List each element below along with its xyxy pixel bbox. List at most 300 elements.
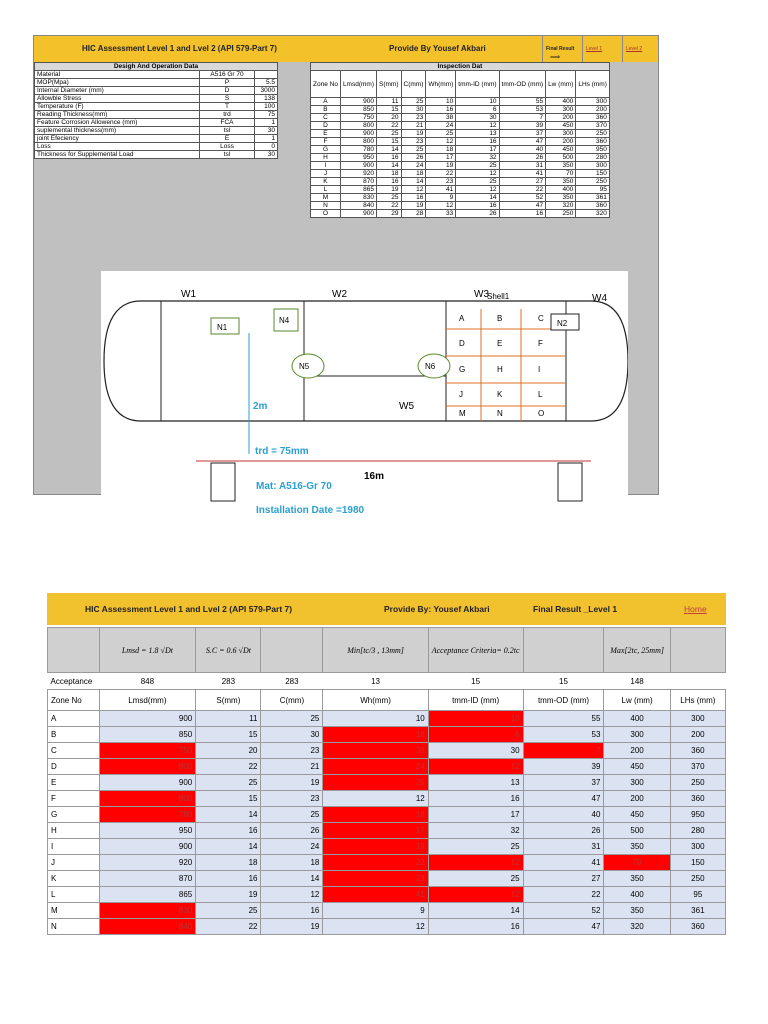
- w2-label: W2: [332, 289, 347, 300]
- acceptance-value: [670, 673, 725, 690]
- inspection-cell: 14: [377, 162, 402, 170]
- final-cell: 250: [670, 775, 725, 791]
- final-col-header: LHs (mm): [670, 690, 725, 711]
- final-cell: 24: [323, 759, 428, 775]
- final-cell: 12: [323, 791, 428, 807]
- design-symbol: T: [200, 103, 255, 111]
- final-cell: 830: [99, 903, 196, 919]
- inspection-cell: 25: [456, 178, 499, 186]
- final-cell: 38: [323, 743, 428, 759]
- final-cell: 27: [523, 871, 604, 887]
- design-row: [35, 151, 278, 159]
- zone-cell: A: [48, 711, 100, 727]
- final-cell: 20: [196, 743, 261, 759]
- design-value: 30: [255, 151, 278, 159]
- final-cell: 26: [261, 823, 323, 839]
- final-cell: 400: [604, 887, 670, 903]
- design-row: [35, 79, 278, 87]
- final-col-header: tmm-ID (mm): [428, 690, 523, 711]
- inspection-cell: 26: [401, 154, 426, 162]
- inspection-cell: 865: [340, 186, 376, 194]
- final-row: [48, 919, 726, 935]
- design-label: Feature Corrosion Allowence (mm): [35, 119, 200, 127]
- design-label: Allowble Stress: [35, 95, 200, 103]
- zone-cell: G: [48, 807, 100, 823]
- inspection-cell: 16: [499, 210, 546, 218]
- inspection-cell: 25: [426, 130, 456, 138]
- final-cell: 95: [670, 887, 725, 903]
- zone-label: J: [459, 390, 463, 399]
- inspection-cell: 24: [401, 162, 426, 170]
- inspection-cell: 10: [456, 98, 499, 106]
- final-cell: 14: [261, 871, 323, 887]
- final-cell: 300: [604, 775, 670, 791]
- final-cell: 41: [323, 887, 428, 903]
- inspection-cell: 14: [401, 178, 426, 186]
- design-symbol: S: [200, 95, 255, 103]
- inspection-cell: 850: [340, 106, 376, 114]
- final-cell: 900: [99, 711, 196, 727]
- inspection-cell: 25: [401, 146, 426, 154]
- zone-cell: I: [48, 839, 100, 855]
- inspection-header: Inspection Dat: [311, 63, 610, 71]
- level1-link[interactable]: Level 1: [586, 46, 603, 52]
- final-cell: 12: [428, 759, 523, 775]
- final-row: [48, 807, 726, 823]
- inspection-row: [311, 210, 610, 218]
- design-data-table: [34, 62, 278, 159]
- level2-link[interactable]: Level 2: [626, 46, 643, 52]
- final-cell: 865: [99, 887, 196, 903]
- inspection-cell: 300: [546, 130, 576, 138]
- zone-label: H: [497, 365, 503, 374]
- final-cell: 300: [670, 839, 725, 855]
- inspection-cell: D: [311, 122, 341, 130]
- inspection-cell: 320: [546, 202, 576, 210]
- final-cell: 25: [196, 903, 261, 919]
- zone-label: B: [497, 314, 503, 323]
- final-cell: 900: [99, 775, 196, 791]
- inspection-cell: 900: [340, 98, 376, 106]
- inspection-cell: 10: [426, 98, 456, 106]
- inspection-cell: 27: [499, 178, 546, 186]
- inspection-cell: E: [311, 130, 341, 138]
- final-col-header: C(mm): [261, 690, 323, 711]
- design-row: [35, 143, 278, 151]
- inspection-col-header: Wh(mm): [426, 71, 456, 98]
- design-label: Temperature (F): [35, 103, 200, 111]
- final-cell: 16: [196, 871, 261, 887]
- inspection-cell: 12: [401, 186, 426, 194]
- inspection-cell: 41: [426, 186, 456, 194]
- zone-cell: K: [48, 871, 100, 887]
- design-symbol: tsl: [200, 151, 255, 159]
- formula-cell: S.C = 0.6 √Dt: [196, 628, 261, 673]
- design-value: 3000: [255, 87, 278, 95]
- inspection-cell: 12: [456, 170, 499, 178]
- inspection-cell: 24: [426, 122, 456, 130]
- design-label: Material: [35, 71, 200, 79]
- inspection-row: [311, 114, 610, 122]
- inspection-cell: 41: [499, 170, 546, 178]
- inspection-cell: 12: [426, 202, 456, 210]
- inspection-cell: 28: [401, 210, 426, 218]
- final-cell: 16: [261, 903, 323, 919]
- inspection-cell: F: [311, 138, 341, 146]
- inspection-row: [311, 162, 610, 170]
- final-cell: 25: [323, 775, 428, 791]
- design-value: 75: [255, 111, 278, 119]
- design-row: [35, 71, 278, 79]
- inspection-cell: 14: [377, 146, 402, 154]
- acceptance-value: 848: [99, 673, 196, 690]
- final-result-label: Final Result: [546, 46, 575, 52]
- inspection-cell: 18: [401, 170, 426, 178]
- home-link[interactable]: Home: [684, 604, 707, 614]
- inspection-cell: 20: [377, 114, 402, 122]
- inspection-col-header: C(mm): [401, 71, 426, 98]
- final-row: [48, 759, 726, 775]
- inspection-cell: 450: [546, 122, 576, 130]
- sheet1-provider: Provide By Yousef Akbari: [389, 44, 486, 53]
- final-cell: 11: [196, 711, 261, 727]
- sheet2-panel: [47, 593, 726, 1024]
- zone-cell: H: [48, 823, 100, 839]
- final-cell: 31: [523, 839, 604, 855]
- final-row: [48, 839, 726, 855]
- design-symbol: E: [200, 135, 255, 143]
- support-right: [558, 463, 582, 501]
- inspection-cell: 360: [576, 114, 610, 122]
- inspection-cell: I: [311, 162, 341, 170]
- final-cell: 500: [604, 823, 670, 839]
- zone-cell: E: [48, 775, 100, 791]
- inspection-cell: 26: [456, 210, 499, 218]
- inspection-row: [311, 130, 610, 138]
- final-cell: 14: [196, 807, 261, 823]
- inspection-cell: 39: [499, 122, 546, 130]
- zone-label: G: [459, 365, 466, 374]
- final-cell: 16: [428, 791, 523, 807]
- final-cell: 950: [670, 807, 725, 823]
- inspection-cell: 16: [401, 194, 426, 202]
- final-cell: 39: [523, 759, 604, 775]
- inspection-cell: 400: [546, 98, 576, 106]
- inspection-cell: 16: [426, 106, 456, 114]
- final-cell: 70: [604, 855, 670, 871]
- inspection-cell: 25: [456, 162, 499, 170]
- final-row: [48, 855, 726, 871]
- inspection-cell: 12: [456, 186, 499, 194]
- final-col-header: Wh(mm): [323, 690, 428, 711]
- final-cell: 52: [523, 903, 604, 919]
- inspection-cell: 55: [499, 98, 546, 106]
- inspection-cell: 18: [426, 146, 456, 154]
- final-cell: 370: [670, 759, 725, 775]
- final-cell: 22: [523, 887, 604, 903]
- inspection-cell: 350: [546, 194, 576, 202]
- zone-cell: L: [48, 887, 100, 903]
- inspection-cell: 900: [340, 130, 376, 138]
- inspection-cell: 70: [546, 170, 576, 178]
- design-row: [35, 127, 278, 135]
- final-cell: 780: [99, 807, 196, 823]
- inspection-cell: 300: [546, 106, 576, 114]
- design-symbol: trd: [200, 111, 255, 119]
- inspection-cell: L: [311, 186, 341, 194]
- inspection-cell: 29: [377, 210, 402, 218]
- final-col-header: tmm-OD (mm): [523, 690, 604, 711]
- inspection-cell: 800: [340, 138, 376, 146]
- design-value: 100: [255, 103, 278, 111]
- final-cell: 200: [604, 743, 670, 759]
- inspection-row: [311, 186, 610, 194]
- inspection-cell: 31: [499, 162, 546, 170]
- zone-label: I: [538, 365, 541, 374]
- final-cell: 47: [523, 791, 604, 807]
- formula-cell: Lmsd = 1.8 √Dt: [99, 628, 196, 673]
- inspection-row: [311, 154, 610, 162]
- inspection-cell: 950: [340, 154, 376, 162]
- inspection-cell: 900: [340, 162, 376, 170]
- design-label: suplemental thickness(mm): [35, 127, 200, 135]
- n6-label: N6: [425, 362, 436, 371]
- inspection-cell: 450: [546, 146, 576, 154]
- final-cell: 47: [523, 919, 604, 935]
- w4-label: W4: [592, 293, 607, 304]
- inspection-cell: 300: [576, 98, 610, 106]
- final-cell: 9: [323, 903, 428, 919]
- inspection-cell: 53: [499, 106, 546, 114]
- final-cell: 350: [604, 871, 670, 887]
- inspection-cell: 23: [426, 178, 456, 186]
- inspection-cell: 750: [340, 114, 376, 122]
- final-cell: 920: [99, 855, 196, 871]
- inspection-cell: 200: [546, 114, 576, 122]
- formula-cell: Acceptance Criteria= 0.2tc: [428, 628, 523, 673]
- zone-label: N: [497, 409, 503, 418]
- inspection-cell: 26: [499, 154, 546, 162]
- final-cell: 23: [261, 743, 323, 759]
- inspection-cell: 361: [576, 194, 610, 202]
- inspection-cell: O: [311, 210, 341, 218]
- vessel-diagram: [101, 271, 628, 521]
- inspection-cell: 22: [377, 202, 402, 210]
- final-cell: 360: [670, 791, 725, 807]
- inspection-row: [311, 178, 610, 186]
- final-row: [48, 743, 726, 759]
- inspection-cell: 14: [456, 194, 499, 202]
- design-label: Reading Thickness(mm): [35, 111, 200, 119]
- inspection-cell: C: [311, 114, 341, 122]
- inspection-cell: 950: [576, 146, 610, 154]
- inspection-cell: 19: [377, 186, 402, 194]
- design-value: 0: [255, 143, 278, 151]
- inspection-cell: 52: [499, 194, 546, 202]
- inspection-cell: 250: [576, 178, 610, 186]
- zone-cell: F: [48, 791, 100, 807]
- final-cell: 19: [323, 839, 428, 855]
- final-cell: 53: [523, 727, 604, 743]
- final-cell: 18: [323, 807, 428, 823]
- inspection-row: [311, 170, 610, 178]
- inspection-row: [311, 98, 610, 106]
- final-cell: 10: [323, 711, 428, 727]
- final-row: [48, 823, 726, 839]
- zone-label: E: [497, 339, 503, 348]
- design-row: [35, 111, 278, 119]
- final-cell: 200: [604, 791, 670, 807]
- inspection-cell: 95: [576, 186, 610, 194]
- inspection-cell: 920: [340, 170, 376, 178]
- inspection-cell: 25: [401, 98, 426, 106]
- acceptance-value: 15: [428, 673, 523, 690]
- formula-cell: [523, 628, 604, 673]
- trd-label: trd = 75mm: [255, 446, 309, 457]
- design-label: Internal Diameter (mm): [35, 87, 200, 95]
- inspection-cell: 830: [340, 194, 376, 202]
- inspection-cell: 19: [426, 162, 456, 170]
- inspection-cell: 33: [426, 210, 456, 218]
- acceptance-value: 148: [604, 673, 670, 690]
- inspection-col-header: Lmsd(mm): [340, 71, 376, 98]
- final-row: [48, 711, 726, 727]
- zone-label: D: [459, 339, 465, 348]
- sheet1-title: HIC Assessment Level 1 and Lvel 2 (API 579-Part 7): [82, 44, 277, 53]
- design-label: joint Efeciency: [35, 135, 200, 143]
- final-cell: 21: [261, 759, 323, 775]
- inspection-cell: 16: [456, 138, 499, 146]
- final-cell: 37: [523, 775, 604, 791]
- inspection-cell: 13: [456, 130, 499, 138]
- sheet1-header: [34, 36, 658, 62]
- inspection-cell: 16: [377, 154, 402, 162]
- final-cell: 950: [99, 823, 196, 839]
- final-cell: 41: [523, 855, 604, 871]
- final-cell: 15: [196, 791, 261, 807]
- acceptance-value: 13: [323, 673, 428, 690]
- design-value: [255, 71, 278, 79]
- inspection-cell: 500: [546, 154, 576, 162]
- inspection-cell: 360: [576, 138, 610, 146]
- inspection-cell: 30: [456, 114, 499, 122]
- acceptance-label: Acceptance: [48, 673, 100, 690]
- inspection-cell: 23: [401, 114, 426, 122]
- w5-label: W5: [399, 401, 414, 412]
- final-cell: 30: [261, 727, 323, 743]
- inspection-cell: 12: [426, 138, 456, 146]
- inspection-col-header: Lw (mm): [546, 71, 576, 98]
- final-cell: 23: [323, 871, 428, 887]
- inspection-cell: 25: [377, 130, 402, 138]
- final-cell: 450: [604, 759, 670, 775]
- final-cell: 14: [428, 903, 523, 919]
- inspection-cell: 6: [456, 106, 499, 114]
- sheet1-panel: [33, 35, 659, 516]
- final-cell: 361: [670, 903, 725, 919]
- final-cell: 30: [428, 743, 523, 759]
- final-cell: 900: [99, 839, 196, 855]
- inspection-cell: 7: [499, 114, 546, 122]
- design-symbol: Loss: [200, 143, 255, 151]
- inspection-col-header: tmm-OD (mm): [499, 71, 546, 98]
- final-row: [48, 871, 726, 887]
- final-cell: 19: [261, 919, 323, 935]
- design-symbol: A516 Gr 70: [200, 71, 255, 79]
- final-cell: 17: [428, 807, 523, 823]
- sheet2-final-result: Final Result _Level 1: [533, 604, 618, 614]
- final-cell: 750: [99, 743, 196, 759]
- final-col-header: Lw (mm): [604, 690, 670, 711]
- design-header: Desigh And Operation Data: [35, 63, 278, 71]
- final-col-header: Zone No: [48, 690, 100, 711]
- inspection-cell: 47: [499, 138, 546, 146]
- inspection-cell: 17: [426, 154, 456, 162]
- inspection-cell: 15: [377, 106, 402, 114]
- final-cell: 12: [428, 855, 523, 871]
- final-cell: 800: [99, 791, 196, 807]
- final-row: [48, 903, 726, 919]
- final-cell: 22: [323, 855, 428, 871]
- inspection-cell: 350: [546, 178, 576, 186]
- inspection-cell: 280: [576, 154, 610, 162]
- inspection-col-header: tmm-ID (mm): [456, 71, 499, 98]
- design-symbol: tsl: [200, 127, 255, 135]
- inspection-cell: 37: [499, 130, 546, 138]
- final-cell: 25: [428, 871, 523, 887]
- inspection-cell: 18: [377, 170, 402, 178]
- final-cell: 6: [428, 727, 523, 743]
- material-label: Mat: A516-Gr 70: [256, 481, 332, 492]
- inspection-col-header: S(mm): [377, 71, 402, 98]
- zone-cell: N: [48, 919, 100, 935]
- final-cell: 300: [604, 727, 670, 743]
- inspection-cell: 16: [377, 178, 402, 186]
- zone-cell: C: [48, 743, 100, 759]
- design-value: 5.5: [255, 79, 278, 87]
- final-cell: 300: [670, 711, 725, 727]
- design-value: 1: [255, 119, 278, 127]
- final-cell: 320: [604, 919, 670, 935]
- formula-cell: Max[2tc, 25mm]: [604, 628, 670, 673]
- n2-label: N2: [557, 319, 568, 328]
- length-label: 16m: [364, 471, 385, 482]
- inspection-cell: 400: [546, 186, 576, 194]
- final-cell: 360: [670, 743, 725, 759]
- inspection-cell: 800: [340, 122, 376, 130]
- design-row: [35, 135, 278, 143]
- zone-label: A: [459, 314, 465, 323]
- zone-cell: J: [48, 855, 100, 871]
- final-cell: 25: [428, 839, 523, 855]
- final-cell: 360: [670, 919, 725, 935]
- design-symbol: FCA: [200, 119, 255, 127]
- inspection-col-header: LHs (mm): [576, 71, 610, 98]
- inspection-cell: H: [311, 154, 341, 162]
- final-cell: 40: [523, 807, 604, 823]
- sheet2-header: [47, 593, 726, 625]
- inspection-cell: 21: [401, 122, 426, 130]
- inspection-cell: 200: [576, 106, 610, 114]
- final-cell: 150: [670, 855, 725, 871]
- w1-label: W1: [181, 289, 196, 300]
- inspection-col-header: Zone No: [311, 71, 341, 98]
- final-cell: 22: [196, 919, 261, 935]
- inspection-cell: J: [311, 170, 341, 178]
- acceptance-value: 283: [196, 673, 261, 690]
- final-row: [48, 791, 726, 807]
- zone-label: C: [538, 314, 544, 323]
